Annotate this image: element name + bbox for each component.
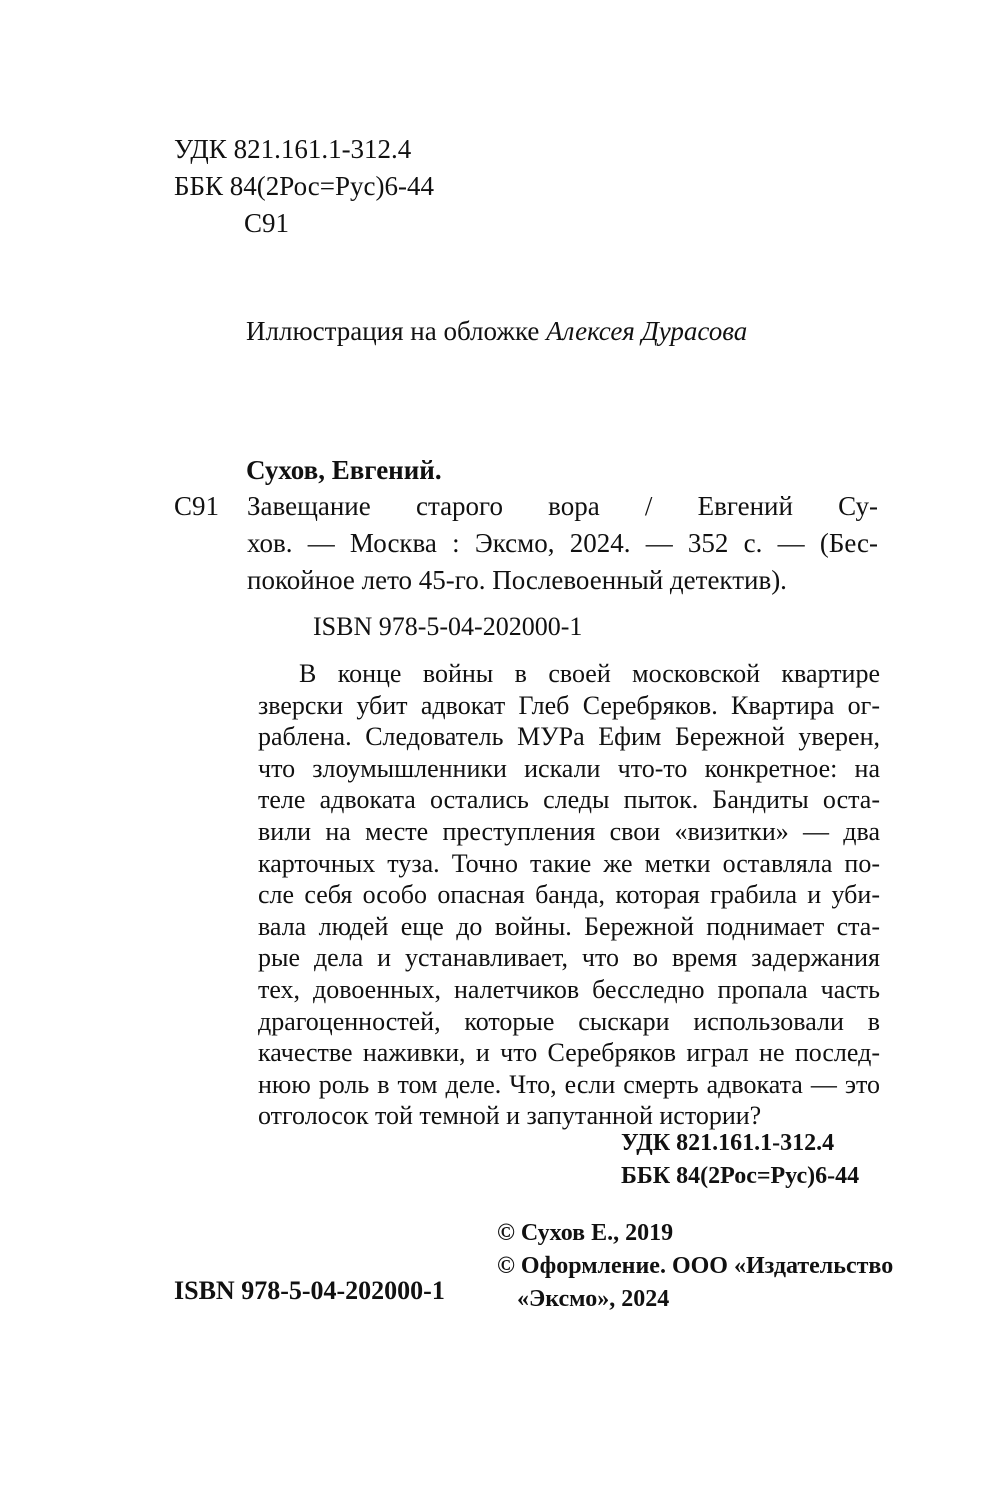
copyright-design-continued: «Эксмо», 2024 xyxy=(517,1286,670,1312)
catalog-cutter-number: С91 xyxy=(174,491,220,521)
bbk-code: ББК 84(2Рос=Рус)6-44 xyxy=(174,171,434,201)
cutter-number: С91 xyxy=(244,208,290,238)
annotation-line: вала людей еще до войны. Бережной поднимает ста- xyxy=(258,911,880,941)
footer-udk-code: УДК 821.161.1-312.4 xyxy=(621,1130,835,1156)
footer-bbk-code: ББК 84(2Рос=Рус)6-44 xyxy=(621,1163,860,1189)
annotation-line: В конце войны в своей московской квартире xyxy=(299,659,880,688)
footer-isbn: ISBN 978-5-04-202000-1 xyxy=(174,1276,445,1305)
annotation-line: сле себя особо опасная банда, которая грабила и уби- xyxy=(258,880,880,910)
catalog-description-line: хов. — Москва : Эксмо, 2024. — 352 с. — (Бес- xyxy=(247,528,878,558)
catalog-author: Сухов, Евгений. xyxy=(246,455,442,485)
annotation-paragraph xyxy=(258,658,880,1132)
copyright-block xyxy=(497,1217,893,1316)
udk-code: УДК 821.161.1-312.4 xyxy=(174,134,412,164)
annotation-line: отголосок той темной и запутанной истории? xyxy=(258,1101,762,1131)
copyright-author: © Сухов Е., 2019 xyxy=(497,1220,674,1246)
illustration-prefix: Иллюстрация на обложке xyxy=(246,316,547,346)
annotation-line: тех, довоенных, налетчиков бесследно пропала часть xyxy=(258,974,880,1004)
classification-header xyxy=(174,131,434,242)
annotation-line: качестве наживки, и что Серебряков играл не послед- xyxy=(258,1038,880,1068)
catalog-isbn: ISBN 978-5-04-202000-1 xyxy=(313,612,583,641)
annotation-line: что злоумышленники искали что-то конкретное: на xyxy=(258,753,880,783)
catalog-description-line: Завещание старого вора / Евгений Су- xyxy=(247,491,878,521)
illustration-artist: Алексея Дурасова xyxy=(546,316,748,346)
catalog-description xyxy=(247,488,878,599)
annotation-line: драгоценностей, которые сыскари использовали в xyxy=(258,1006,880,1036)
copyright-design: © Оформление. ООО «Издательство xyxy=(497,1253,894,1279)
annotation-line: рые дела и устанавливает, что во время задержания xyxy=(258,943,880,973)
annotation-line: теле адвоката остались следы пыток. Бандиты оста- xyxy=(258,785,880,815)
catalog-description-line: покойное лето 45-го. Послевоенный детектив). xyxy=(247,565,787,595)
annotation-line: карточных туза. Точно такие же метки оставляла по- xyxy=(258,848,880,878)
annotation-line: зверски убит адвокат Глеб Серебряков. Квартира ог- xyxy=(258,690,880,720)
annotation-line: вили на месте преступления свои «визитки» — два xyxy=(258,816,880,846)
classification-footer xyxy=(621,1127,859,1193)
illustration-credit xyxy=(246,313,747,350)
annotation-line: нюю роль в том деле. Что, если смерть адвоката — это xyxy=(258,1069,880,1099)
annotation-line: раблена. Следователь МУРа Ефим Бережной уверен, xyxy=(258,722,880,752)
